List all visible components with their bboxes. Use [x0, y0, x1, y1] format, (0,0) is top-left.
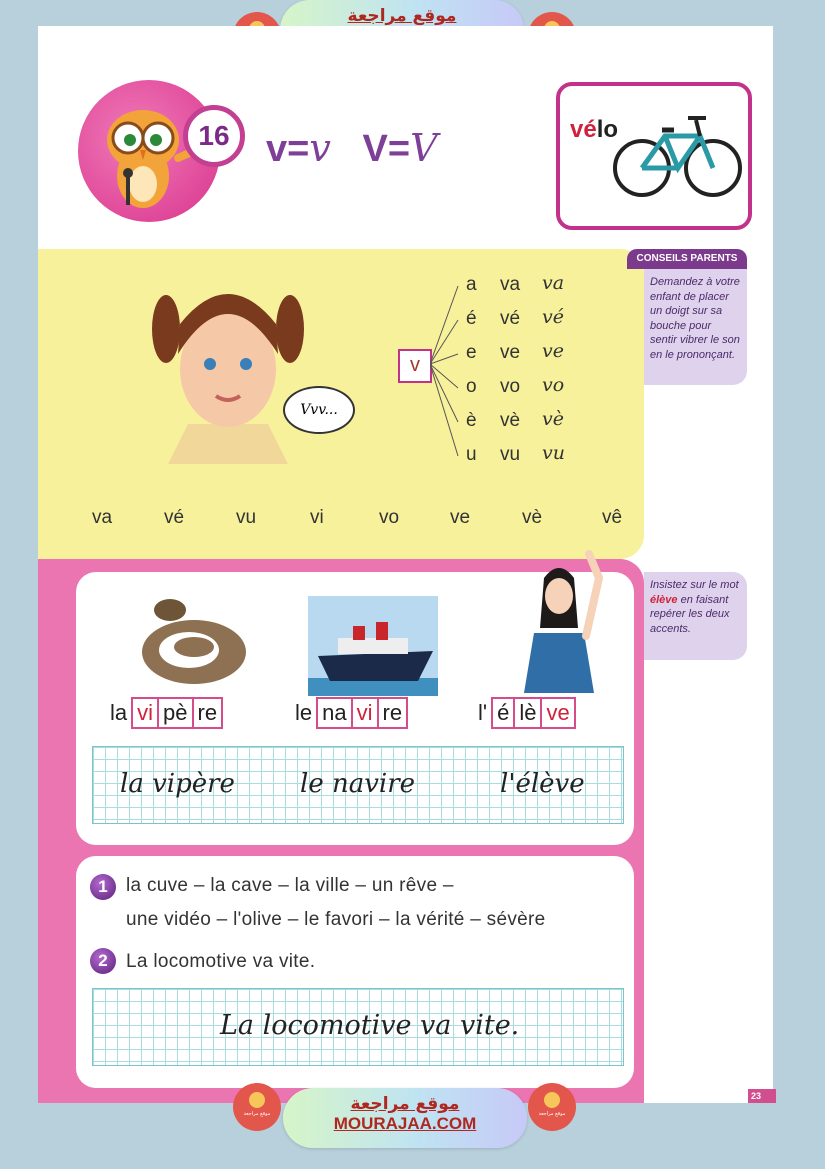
- upper-cursive-letter: V: [410, 126, 438, 170]
- picture-word-card: [556, 82, 752, 230]
- syllable-print: vu: [500, 444, 521, 465]
- syllable-print: va: [500, 274, 521, 295]
- syllable-row-item: vi: [310, 507, 324, 528]
- parents-tips-title: CONSEILS PARENTS: [627, 249, 747, 269]
- watermark-latin: MOURAJAA.COM: [333, 1114, 477, 1133]
- watermark-logo-left-bottom: موقع مراجعة: [233, 1083, 281, 1131]
- exercise-number-1: 1: [90, 874, 116, 900]
- letter-forms: v=v V=V: [266, 126, 438, 170]
- syllable-print: ve: [500, 342, 521, 363]
- syllable-cursive: ve: [542, 340, 564, 362]
- syllable-cursive: vé: [542, 306, 564, 328]
- exercise-1-line-2: une vidéo – l'olive – le favori – la vérité – sévère: [126, 909, 546, 930]
- connector-lines: [430, 284, 460, 464]
- cursive-word-1: la vipère: [120, 769, 235, 799]
- vowel: a: [466, 274, 477, 295]
- word-puzzle-1: la vi pè re: [110, 698, 221, 728]
- vowel: u: [466, 444, 477, 465]
- syllable-row-item: ve: [450, 507, 471, 528]
- upper-print-letter: V: [362, 128, 388, 170]
- word-puzzle-3: l' é lè ve: [478, 698, 574, 728]
- parents-tip-2: Insistez sur le mot élève en faisant repérer les deux accents.: [644, 572, 747, 660]
- lesson-number: 16: [183, 105, 245, 167]
- cursive-word-3: l'élève: [500, 769, 585, 799]
- syllable-row-item: vo: [379, 507, 400, 528]
- picture-word: vélo: [570, 116, 619, 143]
- speech-bubble: Vvv...: [283, 386, 355, 434]
- lower-print-letter: v: [266, 128, 288, 170]
- watermark-arabic: موقع مراجعة: [350, 1094, 460, 1114]
- bicycle-icon: [610, 106, 745, 201]
- exercise-number-2: 2: [90, 948, 116, 974]
- cursive-sentence: La locomotive va vite.: [220, 1010, 520, 1041]
- exercise-2-sentence: La locomotive va vite.: [126, 951, 316, 972]
- watermark-arabic: موقع مراجعة: [347, 6, 457, 26]
- snake-icon: [134, 592, 254, 692]
- exercise-1-line-1: la cuve – la cave – la ville – un rêve –: [126, 875, 454, 896]
- cursive-word-2: le navire: [300, 769, 416, 799]
- vowel: o: [466, 376, 477, 397]
- syllable-cursive: vo: [542, 374, 565, 396]
- syllable-row-item: vé: [164, 507, 185, 528]
- ship-icon: [308, 596, 438, 696]
- student-raising-hand-icon: [504, 548, 624, 698]
- watermark-logo-right-bottom: موقع مراجعة: [528, 1083, 576, 1131]
- syllable-print: vo: [500, 376, 521, 397]
- syllable-row-item: vu: [236, 507, 257, 528]
- textbook-page: [38, 26, 773, 1103]
- watermark-banner-bottom[interactable]: [283, 1088, 527, 1148]
- page-number: 23: [748, 1089, 776, 1103]
- syllable-row-item: va: [92, 507, 113, 528]
- word-puzzle-2: le na vi re: [295, 698, 406, 728]
- vowel: é: [466, 308, 477, 329]
- vowel: è: [466, 410, 477, 431]
- syllable-row-item: vè: [522, 507, 543, 528]
- consonant-box: v: [398, 349, 432, 383]
- syllable-cursive: vu: [542, 442, 565, 464]
- syllable-print: vé: [500, 308, 521, 329]
- syllable-cursive: va: [542, 272, 565, 294]
- parents-tip-1: Demandez à votre enfant de placer un doigt sur sa bouche pour sentir vibrer le son en le prononçant.: [644, 269, 747, 385]
- syllable-print: vè: [500, 410, 521, 431]
- girl-icon: [148, 274, 308, 464]
- vowel: e: [466, 342, 477, 363]
- lower-cursive-letter: v: [309, 126, 331, 170]
- syllable-row-item: vê: [602, 507, 623, 528]
- syllable-cursive: vè: [542, 408, 564, 430]
